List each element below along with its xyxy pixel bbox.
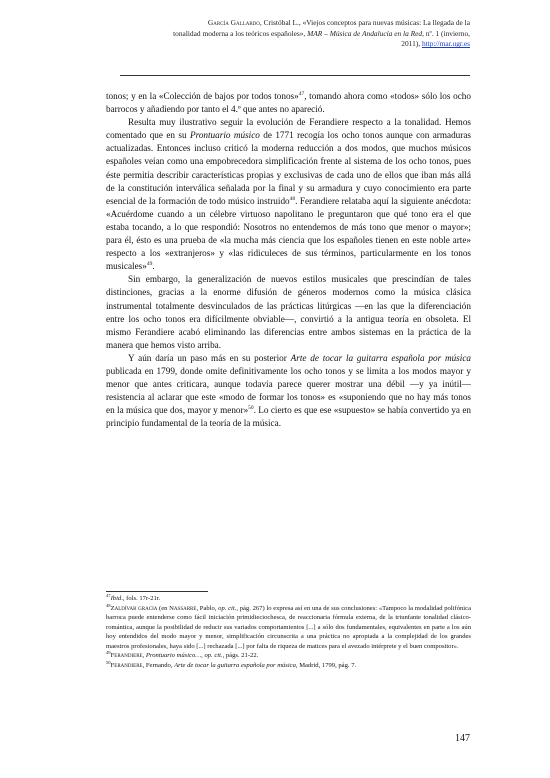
header-citation-line2: tonalidad moderna a los teóricos españoles», bbox=[173, 28, 308, 38]
footnote-ref-50[interactable]: 50 bbox=[248, 405, 254, 412]
running-header bbox=[104, 18, 470, 50]
footnote-ref-47[interactable]: 47 bbox=[298, 90, 305, 97]
paragraph-2-text-d: . bbox=[152, 261, 155, 272]
footnote-47-number: 47 bbox=[106, 592, 111, 598]
footnote-48-opcit: op. cit. bbox=[218, 604, 237, 612]
footnote-48-author: Zaldívar gracia bbox=[110, 604, 158, 612]
paragraph-3 bbox=[106, 273, 471, 352]
footnote-48-author2: Nassarre bbox=[169, 604, 197, 612]
footnote-50 bbox=[106, 661, 471, 671]
paragraph-2-text-b: de 1771 recogía los ocho tonos aunque con armaduras actualizadas. Entonces incluso criticó la moderna reducción a dos modos, que muchos músicos españoles veían como una empobrecedora simplificación frente al sistema de los ocho tonos, pues éste permitía describir características propias y exclusivas de cada uno de ellos que iban más allá de la constitución interválica señalada por la final y su armadura y cuyo conocimiento era parte esencial de la formación de todo músico instruido bbox=[106, 130, 471, 206]
header-citation-line2-end: , nº. 1 (invierno, bbox=[422, 28, 470, 38]
paragraph-4-text-a: Y aún daría un paso más en su posterior bbox=[128, 352, 291, 363]
journal-url-link[interactable]: http://mar.ugr.es bbox=[421, 39, 470, 49]
page-number: 147 bbox=[455, 733, 470, 744]
main-text bbox=[106, 90, 471, 430]
footnote-ref-48[interactable]: 48 bbox=[289, 195, 296, 202]
footnote-49-author: Ferandiere bbox=[110, 652, 143, 659]
book-title-prontuario: Prontuario músico bbox=[189, 130, 260, 141]
footnote-49-number: 49 bbox=[106, 649, 111, 655]
footnote-49-text-a: , bbox=[142, 652, 146, 659]
footnote-50-text-b: , Madrid, 1799, pág. 7. bbox=[295, 661, 357, 669]
paragraph-2 bbox=[106, 116, 471, 273]
paragraph-4 bbox=[106, 352, 471, 431]
footnote-50-number: 50 bbox=[106, 659, 111, 665]
footnote-50-author: Ferandiere bbox=[110, 661, 143, 669]
paragraph-1-text-a: tonos; y en la «Colección de bajos por todos tonos» bbox=[106, 91, 299, 101]
footnote-divider bbox=[106, 591, 208, 592]
header-journal-title: MAR – Música de Andalucía en la Red bbox=[307, 28, 423, 38]
paragraph-3-text: Sin embargo, la generalización de nuevos estilos musicales que prescindían de tales distinciones, gracias a la enorme difusión de géneros modernos como la música clásica instrumental totalmente desvinculados de las prácticas litúrgicas —en las que la diferenciación entre los ocho tonos era difícilmente obviable—, convirtió a la antigua teoría en obsoleta. El mismo Ferandiere acabó eliminando las diferencias entre ambos sistemas en la práctica de la manera que hemos visto arriba. bbox=[106, 274, 471, 350]
footnote-49-title: Prontuario músico…, op. cit. bbox=[145, 652, 223, 659]
footnote-49-text-b: , págs. 21-22. bbox=[222, 652, 259, 659]
footnote-47-text: ., fols. 17r-21r. bbox=[121, 595, 161, 602]
header-author: García Gallardo bbox=[207, 18, 260, 27]
footnote-47 bbox=[106, 594, 471, 604]
paragraph-2-text-a: Resulta muy ilustrativo seguir la evolución de Ferandiere respecto a la tonalidad. Hemos comentado que en su bbox=[106, 117, 471, 141]
footnote-48-text-b: , Pablo, bbox=[196, 604, 219, 612]
footnote-48 bbox=[106, 604, 471, 652]
footnote-48-text-a: (en bbox=[157, 604, 170, 612]
paragraph-4-text-b: publicada en 1799, donde omite definitivamente los ocho tonos y se limita a los modos mayor y menor que antes criticara, aunque todavía parece querer mostrar una débil —y ya inútil— resistencia al aclarar que este «modo de formar los tonos» es «suponiendo que no hay más tonos en la música que dos, mayor y menor» bbox=[106, 365, 471, 416]
footnote-48-text-c: , pág. 267) lo expresa así en una de sus conclusiones: «Tampoco la modalidad polifónica barroca puede entenderse como fácil iniciación primidieciochesca, de reaccionaria fórmula externa, de la triunfante tonalidad clásico-romántica, aunque la posibilidad de reducir sus variados comportamientos [...] a sólo dos fundamentales, equivalentes en parte a los aún hoy entendidos del modo mayor y menor, simplificación circunscrita a una práctica no apropiada a la complejidad de los grandes maestros profesionales, haya sido [...] rechazada [...] por falta de riqueza de matices para el avezado intérprete y el buen compositor». bbox=[106, 604, 471, 650]
header-citation-line1: , Cristóbal L., «Viejos conceptos para nuevas músicas: La llegada de la bbox=[259, 18, 470, 27]
paragraph-1-text-b: , tomando ahora como «todos» sólo los ocho barrocos y añadiendo por tanto el 4.º que antes no apareció. bbox=[106, 91, 471, 115]
header-citation-line3: 2011), bbox=[401, 39, 422, 49]
footnote-47-ibid: Ibid bbox=[110, 595, 122, 602]
footnote-50-title: Arte de tocar la guitarra española por música bbox=[174, 661, 296, 669]
paragraph-2-text-c: . Ferandiere relataba aquí la siguiente anécdota: «Acuérdome cuando a un célebre virtuoso napolitano le preguntaron que qué tono era el que estaba tocando, a lo que respondió: Nosotros no entendemos de más tono que menor o mayor»; para él, ésto es una prueba de «la mucha más ciencia que los españoles tienen en este noble arte» respecto a los «extranjeros» y «las ridiculeces de sus términos, particularmente en los tonos musicales» bbox=[106, 195, 471, 272]
footnote-49 bbox=[106, 651, 471, 661]
paragraph-4-text-c: . Lo cierto es que ese «supuesto» se había convertido ya en principio fundamental de la teoría de la música. bbox=[106, 405, 472, 429]
footnotes bbox=[106, 594, 471, 670]
footnote-50-text-a: , Fernando, bbox=[142, 661, 175, 669]
header-divider bbox=[120, 75, 470, 76]
book-title-arte: Arte de tocar la guitarra española por música bbox=[290, 352, 471, 363]
paragraph-1 bbox=[106, 90, 471, 116]
footnote-ref-49[interactable]: 49 bbox=[146, 261, 153, 268]
footnote-48-number: 48 bbox=[106, 602, 111, 608]
